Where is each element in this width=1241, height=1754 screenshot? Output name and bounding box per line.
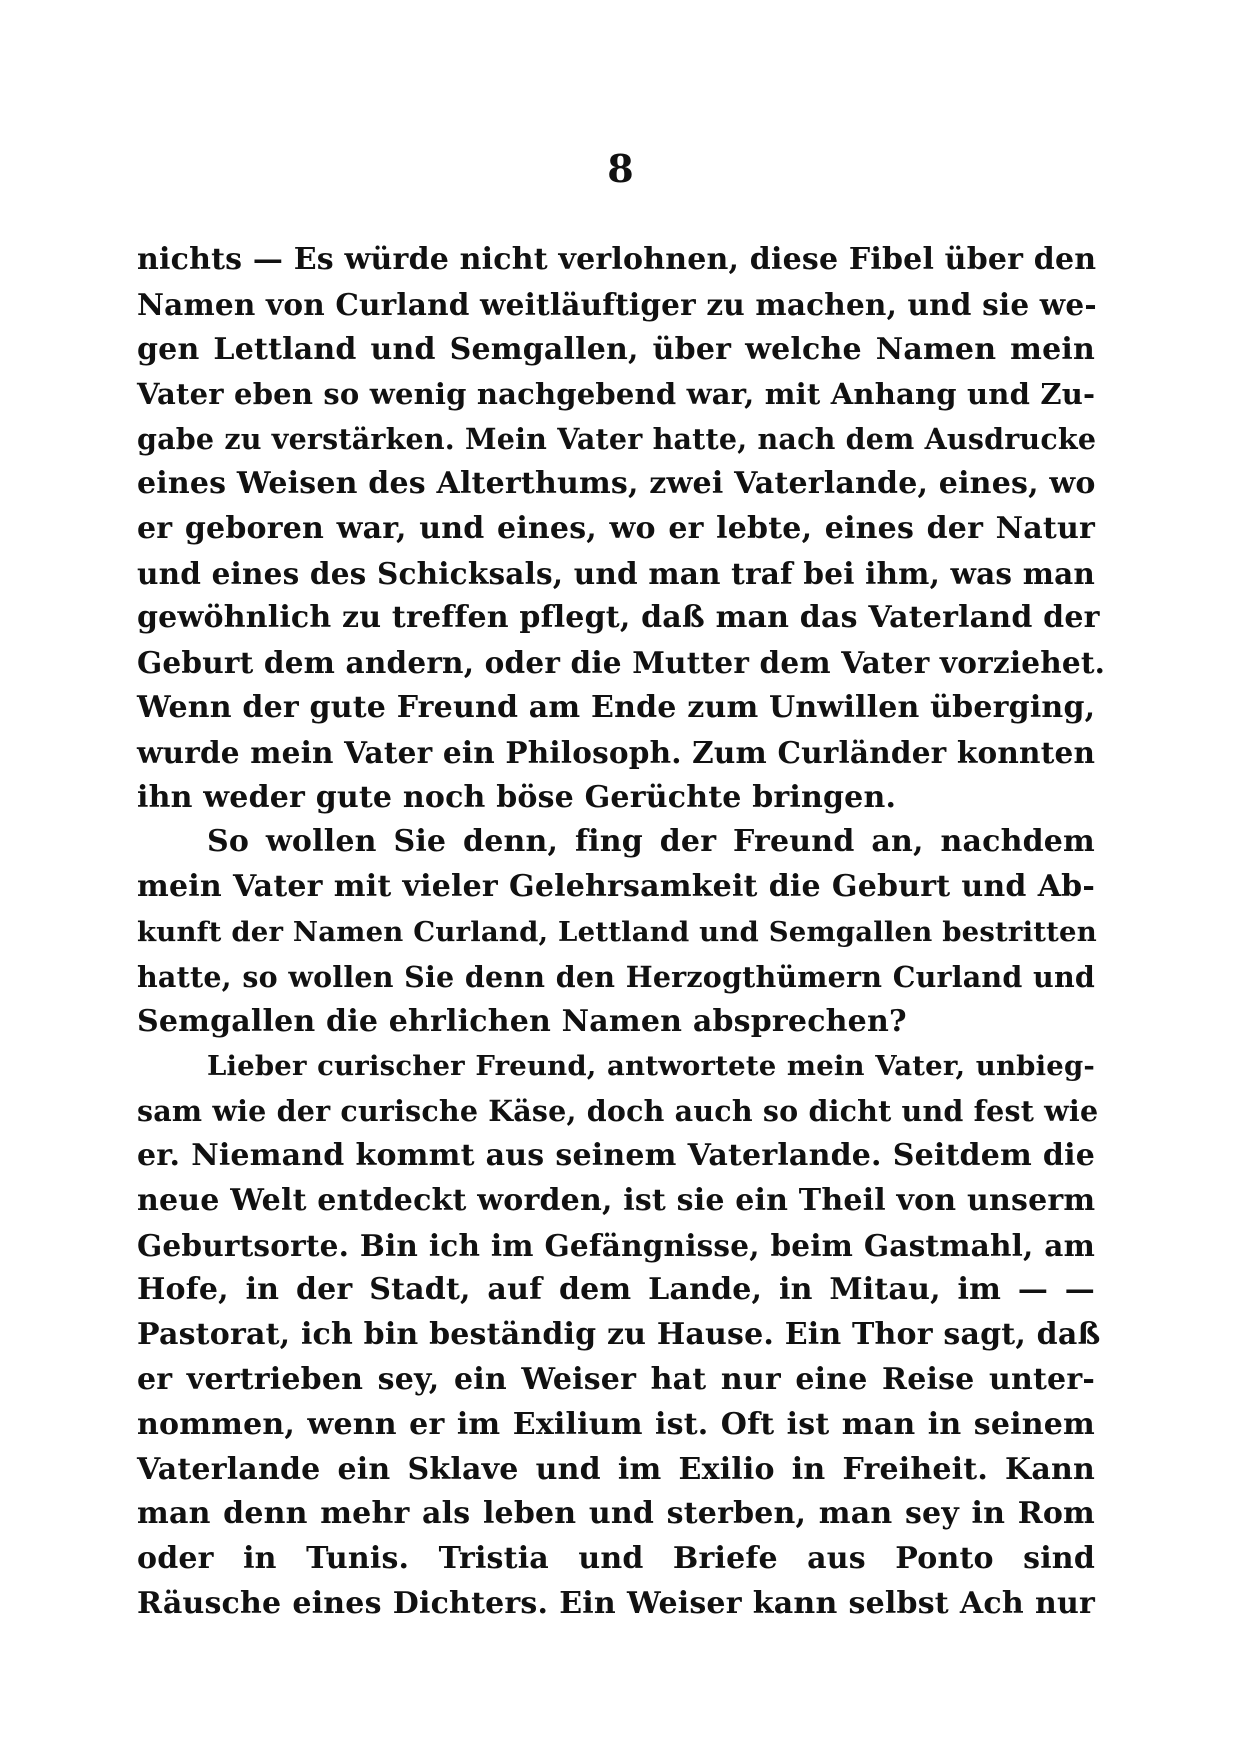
text-line: sam wie der curische Käse, doch auch so dicht und fest wie <box>137 1094 1099 1129</box>
text-line: Semgallen die ehrlichen Namen absprechen? <box>137 1003 907 1039</box>
text-line: neue Welt entdeckt worden, ist sie ein Theil von unserm <box>137 1182 1096 1218</box>
text-line: Geburtsorte. Bin ich im Gefängnisse, beim Gastmahl, am <box>137 1227 1095 1263</box>
text-line: Lieber curischer Freund, antwortete mein Vater, unbieg- <box>207 1050 1095 1083</box>
body-text <box>137 238 1106 1627</box>
text-line: und eines des Schicksals, und man traf bei ihm, was man <box>137 555 1096 591</box>
text-line: gewöhnlich zu treffen pflegt, daß man das Vaterland der <box>137 600 1100 636</box>
text-line: Wenn der gute Freund am Ende zum Unwillen überging, <box>137 689 1096 725</box>
page-number: 8 <box>607 146 634 191</box>
text-line: eines Weisen des Alterthums, zwei Vaterlande, eines, wo <box>137 465 1096 501</box>
text-line: Namen von Curland weitläuftiger zu machen, und sie we- <box>137 286 1097 322</box>
text-line: nichts — Es würde nicht verlohnen, diese Fibel über den <box>137 242 1097 277</box>
text-line: er. Niemand kommt aus seinem Vaterlande. Seitdem die <box>137 1137 1095 1173</box>
text-line: kunft der Namen Curland, Lettland und Semgallen bestritten <box>137 915 1097 948</box>
text-line: er geboren war, und eines, wo er lebte, eines der Natur <box>137 510 1095 546</box>
text-line: Geburt dem andern, oder die Mutter dem Vater vorziehet. <box>137 645 1106 681</box>
text-line: ihn weder gute noch böse Gerüchte bringen. <box>137 779 897 815</box>
paragraph-2 <box>137 820 1095 1044</box>
text-line: Vaterlande ein Sklave und im Exilio in Freiheit. Kann <box>137 1451 1095 1487</box>
text-line: gen Lettland und Semgallen, über welche Namen mein <box>137 331 1095 367</box>
paragraph-1 <box>137 238 1106 820</box>
text-line: man denn mehr als leben und sterben, man sey in Rom <box>137 1496 1095 1532</box>
text-line: nommen, wenn er im Exilium ist. Oft ist man in seinem <box>137 1406 1095 1442</box>
text-line: Pastorat, ich bin beständig zu Hause. Ein Thor sagt, daß <box>137 1317 1101 1353</box>
text-line: hatte, so wollen Sie denn den Herzogthümern Curland und <box>137 959 1095 994</box>
text-line: gabe zu verstärken. Mein Vater hatte, nach dem Ausdrucke <box>137 422 1097 457</box>
text-line: wurde mein Vater ein Philosoph. Zum Curländer konnten <box>137 734 1096 770</box>
text-line: Hofe, in der Stadt, auf dem Lande, in Mitau, im — — <box>137 1272 1095 1308</box>
text-line: oder in Tunis. Tristia und Briefe aus Ponto sind <box>137 1541 1095 1577</box>
text-line: er vertrieben sey, ein Weiser hat nur eine Reise unter- <box>137 1361 1095 1397</box>
text-line: So wollen Sie denn, fing der Freund an, nachdem <box>207 824 1095 860</box>
text-line: Vater eben so wenig nachgebend war, mit Anhang und Zu- <box>137 377 1096 412</box>
text-line: Räusche eines Dichters. Ein Weiser kann selbst Ach nur <box>137 1585 1095 1621</box>
paragraph-3 <box>137 1044 1101 1626</box>
text-line: mein Vater mit vieler Gelehrsamkeit die Geburt und Ab- <box>137 869 1095 905</box>
